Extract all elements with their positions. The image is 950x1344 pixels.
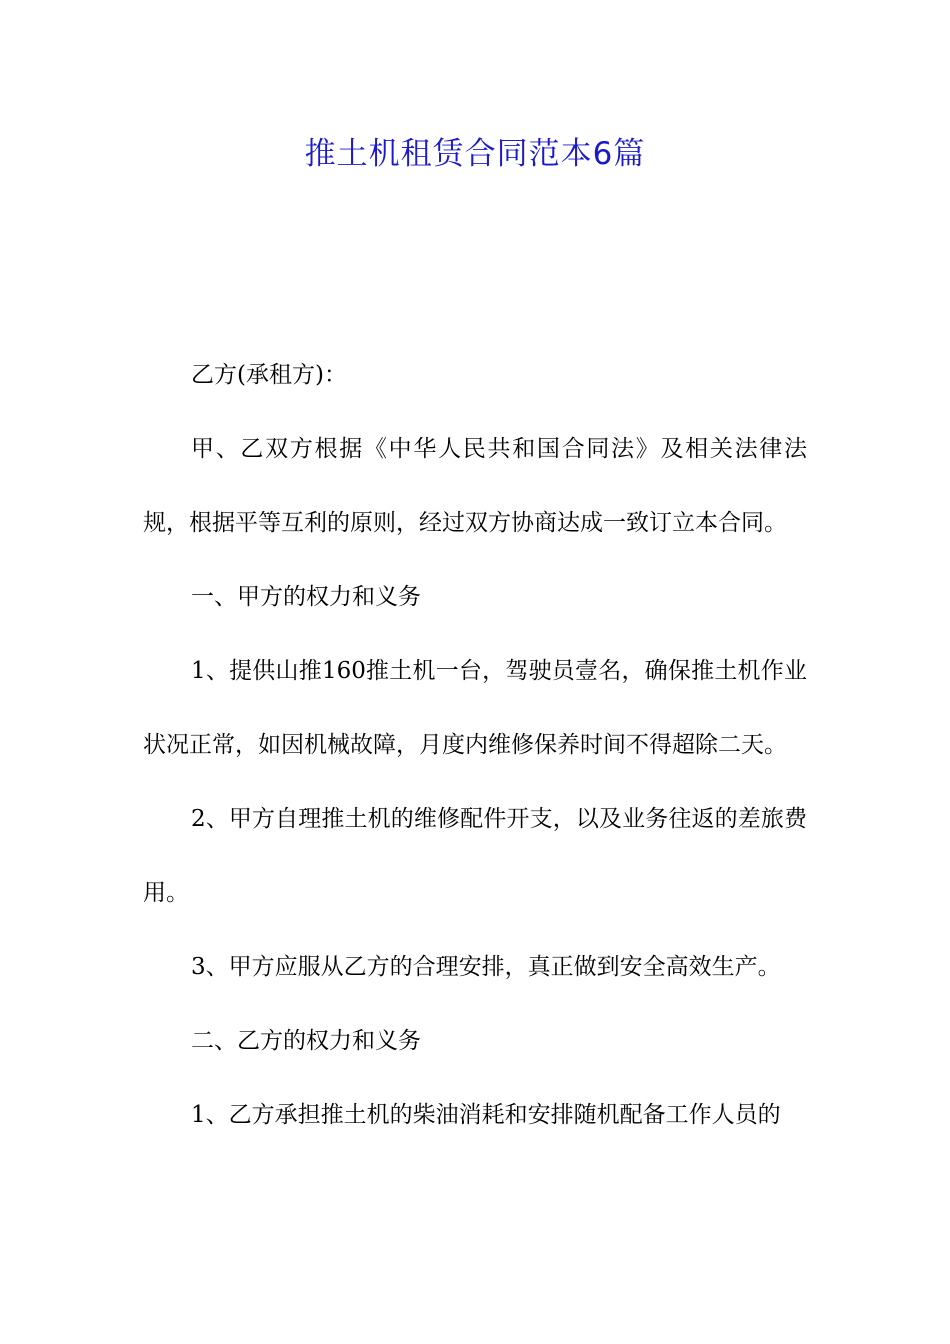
section-heading-party-b: 二、乙方的权力和义务 <box>191 1028 421 1054</box>
clause-a-2: 2、甲方自理推土机的维修配件开支，以及业务往返的差旅费用。 <box>143 806 807 906</box>
paragraph-preamble: 甲、乙双方根据《中华人民共和国合同法》及相关法律法规，根据平等互利的原则，经过双方协商达成一致订立本合同。 <box>143 436 807 536</box>
clause-a-3: 3、甲方应服从乙方的合理安排，真正做到安全高效生产。 <box>191 954 781 980</box>
document-body <box>143 338 807 1152</box>
clause-a-1: 1、提供山推160推土机一台，驾驶员壹名，确保推土机作业状况正常，如因机械故障，月度内维修保养时间不得超除二天。 <box>143 658 807 758</box>
document-title: 推土机租赁合同范本6篇 <box>304 136 646 172</box>
section-heading-party-a: 一、甲方的权力和义务 <box>191 584 421 610</box>
paragraph-party-b: 乙方(承租方)： <box>191 362 347 388</box>
clause-b-1: 1、乙方承担推土机的柴油消耗和安排随机配备工作人员的 <box>191 1102 781 1128</box>
